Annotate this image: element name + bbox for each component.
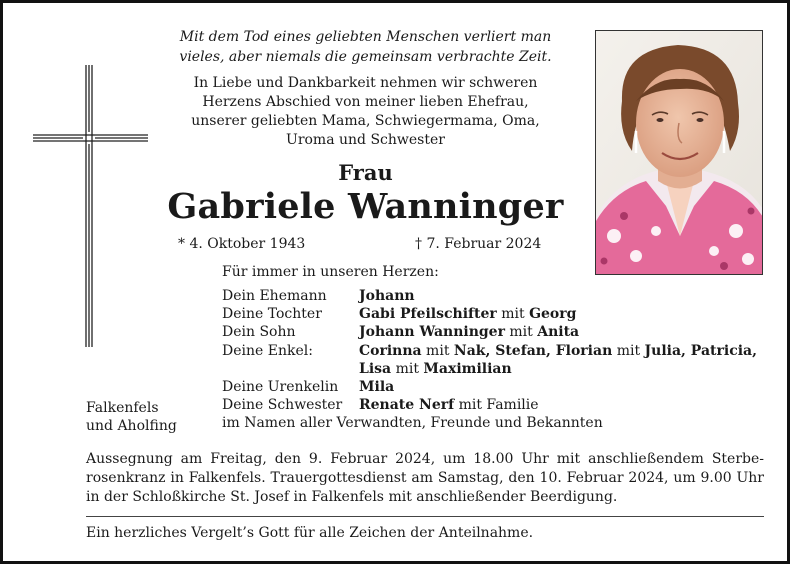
divider <box>86 516 764 517</box>
survivor-row <box>222 342 771 378</box>
place-name: Falkenfels <box>86 400 159 416</box>
relation-label: Deine Enkel: <box>222 342 313 359</box>
survivor-row <box>222 414 771 432</box>
survivor-name: Anita <box>537 324 580 341</box>
survivor-name: Mila <box>359 379 395 396</box>
places <box>86 399 177 435</box>
motto-line: vieles, aber niemals die gemeinsam verbrachte Zeit. <box>179 49 552 65</box>
intro-line: unserer geliebten Mama, Schwiegermama, Oma, <box>191 113 540 129</box>
survivor-name: Maximilian <box>423 360 512 377</box>
survivor-name: Julia, Patricia, <box>644 342 757 359</box>
relation-label: Dein Ehemann <box>222 288 327 304</box>
survivor-name: Corinna <box>359 342 422 359</box>
survivor-row <box>222 323 771 341</box>
connector: mit <box>391 360 424 377</box>
intro-line: In Liebe und Dankbarkeit nehmen wir schweren <box>193 75 538 91</box>
death-date: † 7. Februar 2024 <box>415 236 542 252</box>
survivor-name: Georg <box>529 306 577 323</box>
salutation: Frau <box>338 160 393 185</box>
motto <box>153 27 578 67</box>
connector: mit <box>496 306 530 323</box>
intro-text <box>153 74 578 150</box>
cross-icon <box>33 65 153 347</box>
service-details: Aussegnung am Freitag, den 9. Februar 2024, um 18.00 Uhr mit anschließendem Sterberosenkranz in Falkenfels. Trauergottesdienst am Samstag, den 10. Februar 2024, um 9.00 Uhr in der Schloßkirche St. Josef in Falkenfels mit anschließender Beerdigung. <box>86 451 764 505</box>
connector: mit <box>421 342 454 359</box>
survivor-name: Renate Nerf <box>359 397 455 414</box>
intro-line: Herzens Abschied von meiner lieben Ehefrau, <box>202 94 529 110</box>
birth-date: * 4. Oktober 1943 <box>178 236 306 252</box>
portrait-photo <box>595 30 763 275</box>
survivors-list <box>222 287 771 433</box>
relation-label: Deine Schwester <box>222 397 343 414</box>
connector: mit <box>612 342 645 359</box>
motto-line: Mit dem Tod eines geliebten Menschen verliert man <box>179 29 552 45</box>
survivor-name: Gabi Pfeilschifter <box>359 306 497 323</box>
intro-line: Uroma und Schwester <box>286 132 445 148</box>
relatives-line: im Namen aller Verwandten, Freunde und Bekannten <box>222 415 603 432</box>
survivor-name: Johann <box>359 288 415 304</box>
survivor-name: Johann Wanninger <box>359 324 505 341</box>
survivor-row <box>222 287 771 305</box>
connector: mit <box>504 324 538 341</box>
survivor-row <box>222 396 771 414</box>
relation-label: Deine Urenkelin <box>222 379 339 396</box>
survivors-intro: Für immer in unseren Herzen: <box>222 264 439 280</box>
survivor-row <box>222 305 771 323</box>
relation-label: Deine Tochter <box>222 306 322 323</box>
connector: mit Familie <box>454 397 539 414</box>
relation-label: Dein Sohn <box>222 324 296 341</box>
survivor-name: Lisa <box>359 360 392 377</box>
thanks-line: Ein herzliches Vergelt’s Gott für alle Zeichen der Anteilnahme. <box>86 525 534 541</box>
survivor-name: Nak, Stefan, Florian <box>453 342 613 359</box>
deceased-name: Gabriele Wanninger <box>167 186 564 227</box>
place-name: und Aholfing <box>86 418 177 435</box>
survivor-row <box>222 378 771 396</box>
